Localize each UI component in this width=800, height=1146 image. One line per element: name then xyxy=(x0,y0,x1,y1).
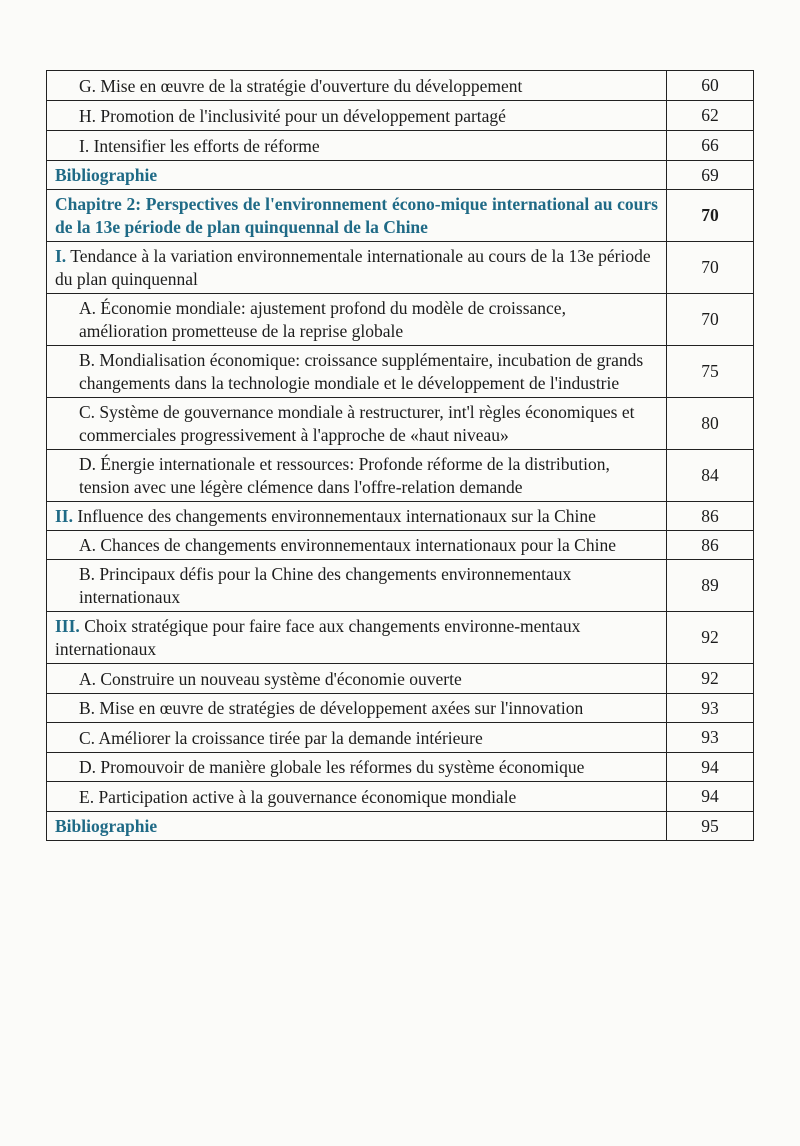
toc-page-number: 75 xyxy=(667,346,754,398)
section-numeral: I. xyxy=(55,246,67,266)
table-of-contents xyxy=(46,70,754,841)
toc-page-number: 60 xyxy=(667,71,754,101)
toc-row-bibliography xyxy=(47,161,754,190)
toc-heading-bibliography: Bibliographie xyxy=(47,812,667,841)
section-numeral: II. xyxy=(55,506,73,526)
toc-entry-title: C. Système de gouvernance mondiale à restructurer, int'l règles économiques et commerciales progressivement à l'approche de «haut niveau» xyxy=(47,398,667,450)
toc-page-number: 86 xyxy=(667,502,754,531)
section-numeral: III. xyxy=(55,616,80,636)
toc-page-number: 92 xyxy=(667,664,754,694)
toc-chapter-title: Chapitre 2: Perspectives de l'environnement écono-mique international au cours de la 13e période de plan quinquennal de la Chine xyxy=(47,190,667,242)
toc-row xyxy=(47,101,754,131)
toc-entry-title: B. Principaux défis pour la Chine des changements environnementaux internationaux xyxy=(47,560,667,612)
toc-row-section xyxy=(47,242,754,294)
toc-page-number: 94 xyxy=(667,782,754,812)
toc-row xyxy=(47,131,754,161)
toc-row xyxy=(47,782,754,812)
toc-section-entry xyxy=(47,242,667,294)
toc-entry-title: B. Mise en œuvre de stratégies de développement axées sur l'innovation xyxy=(47,694,667,723)
toc-entry-title: D. Promouvoir de manière globale les réformes du système économique xyxy=(47,753,667,782)
toc-page-number: 80 xyxy=(667,398,754,450)
toc-row xyxy=(47,753,754,782)
toc-page-number: 94 xyxy=(667,753,754,782)
toc-row xyxy=(47,450,754,502)
toc-row-bibliography xyxy=(47,812,754,841)
toc-page-number: 62 xyxy=(667,101,754,131)
toc-page-number: 70 xyxy=(667,242,754,294)
toc-page-number: 70 xyxy=(667,190,754,242)
toc-entry-title: I. Intensifier les efforts de réforme xyxy=(47,131,667,161)
toc-page-number: 66 xyxy=(667,131,754,161)
toc-page-number: 95 xyxy=(667,812,754,841)
toc-row xyxy=(47,560,754,612)
toc-entry-title: Tendance à la variation environnementale internationale au cours de la 13e période du plan quinquennal xyxy=(55,246,651,289)
toc-row xyxy=(47,346,754,398)
toc-entry-title: H. Promotion de l'inclusivité pour un développement partagé xyxy=(47,101,667,131)
toc-row xyxy=(47,694,754,723)
toc-entry-title: D. Énergie internationale et ressources: Profonde réforme de la distribution, tension avec une légère clémence dans l'offre-relation demande xyxy=(47,450,667,502)
toc-page-number: 93 xyxy=(667,723,754,753)
toc-entry-title: C. Améliorer la croissance tirée par la demande intérieure xyxy=(47,723,667,753)
toc-row-section xyxy=(47,612,754,664)
toc-entry-title: A. Économie mondiale: ajustement profond du modèle de croissance, amélioration prometteuse de la reprise globale xyxy=(47,294,667,346)
toc-row xyxy=(47,664,754,694)
toc-page-number: 86 xyxy=(667,531,754,560)
toc-row xyxy=(47,294,754,346)
toc-row xyxy=(47,71,754,101)
toc-page-number: 92 xyxy=(667,612,754,664)
toc-row-section xyxy=(47,502,754,531)
toc-entry-title: A. Chances de changements environnementaux internationaux pour la Chine xyxy=(47,531,667,560)
toc-heading-bibliography: Bibliographie xyxy=(47,161,667,190)
toc-entry-title: A. Construire un nouveau système d'économie ouverte xyxy=(47,664,667,694)
toc-row xyxy=(47,723,754,753)
toc-entry-title: G. Mise en œuvre de la stratégie d'ouverture du développement xyxy=(47,71,667,101)
toc-page-number: 69 xyxy=(667,161,754,190)
toc-section-entry xyxy=(47,502,667,531)
toc-row-chapter xyxy=(47,190,754,242)
toc-entry-title: E. Participation active à la gouvernance économique mondiale xyxy=(47,782,667,812)
toc-row xyxy=(47,398,754,450)
toc-entry-title: Influence des changements environnementaux internationaux sur la Chine xyxy=(73,506,596,526)
toc-entry-title: B. Mondialisation économique: croissance supplémentaire, incubation de grands changements dans la technologie mondiale et le développement de l'industrie xyxy=(47,346,667,398)
toc-page-number: 93 xyxy=(667,694,754,723)
toc-row xyxy=(47,531,754,560)
toc-page-number: 89 xyxy=(667,560,754,612)
toc-section-entry xyxy=(47,612,667,664)
toc-page-number: 70 xyxy=(667,294,754,346)
toc-entry-title: Choix stratégique pour faire face aux changements environne-mentaux internationaux xyxy=(55,616,581,659)
toc-page-number: 84 xyxy=(667,450,754,502)
